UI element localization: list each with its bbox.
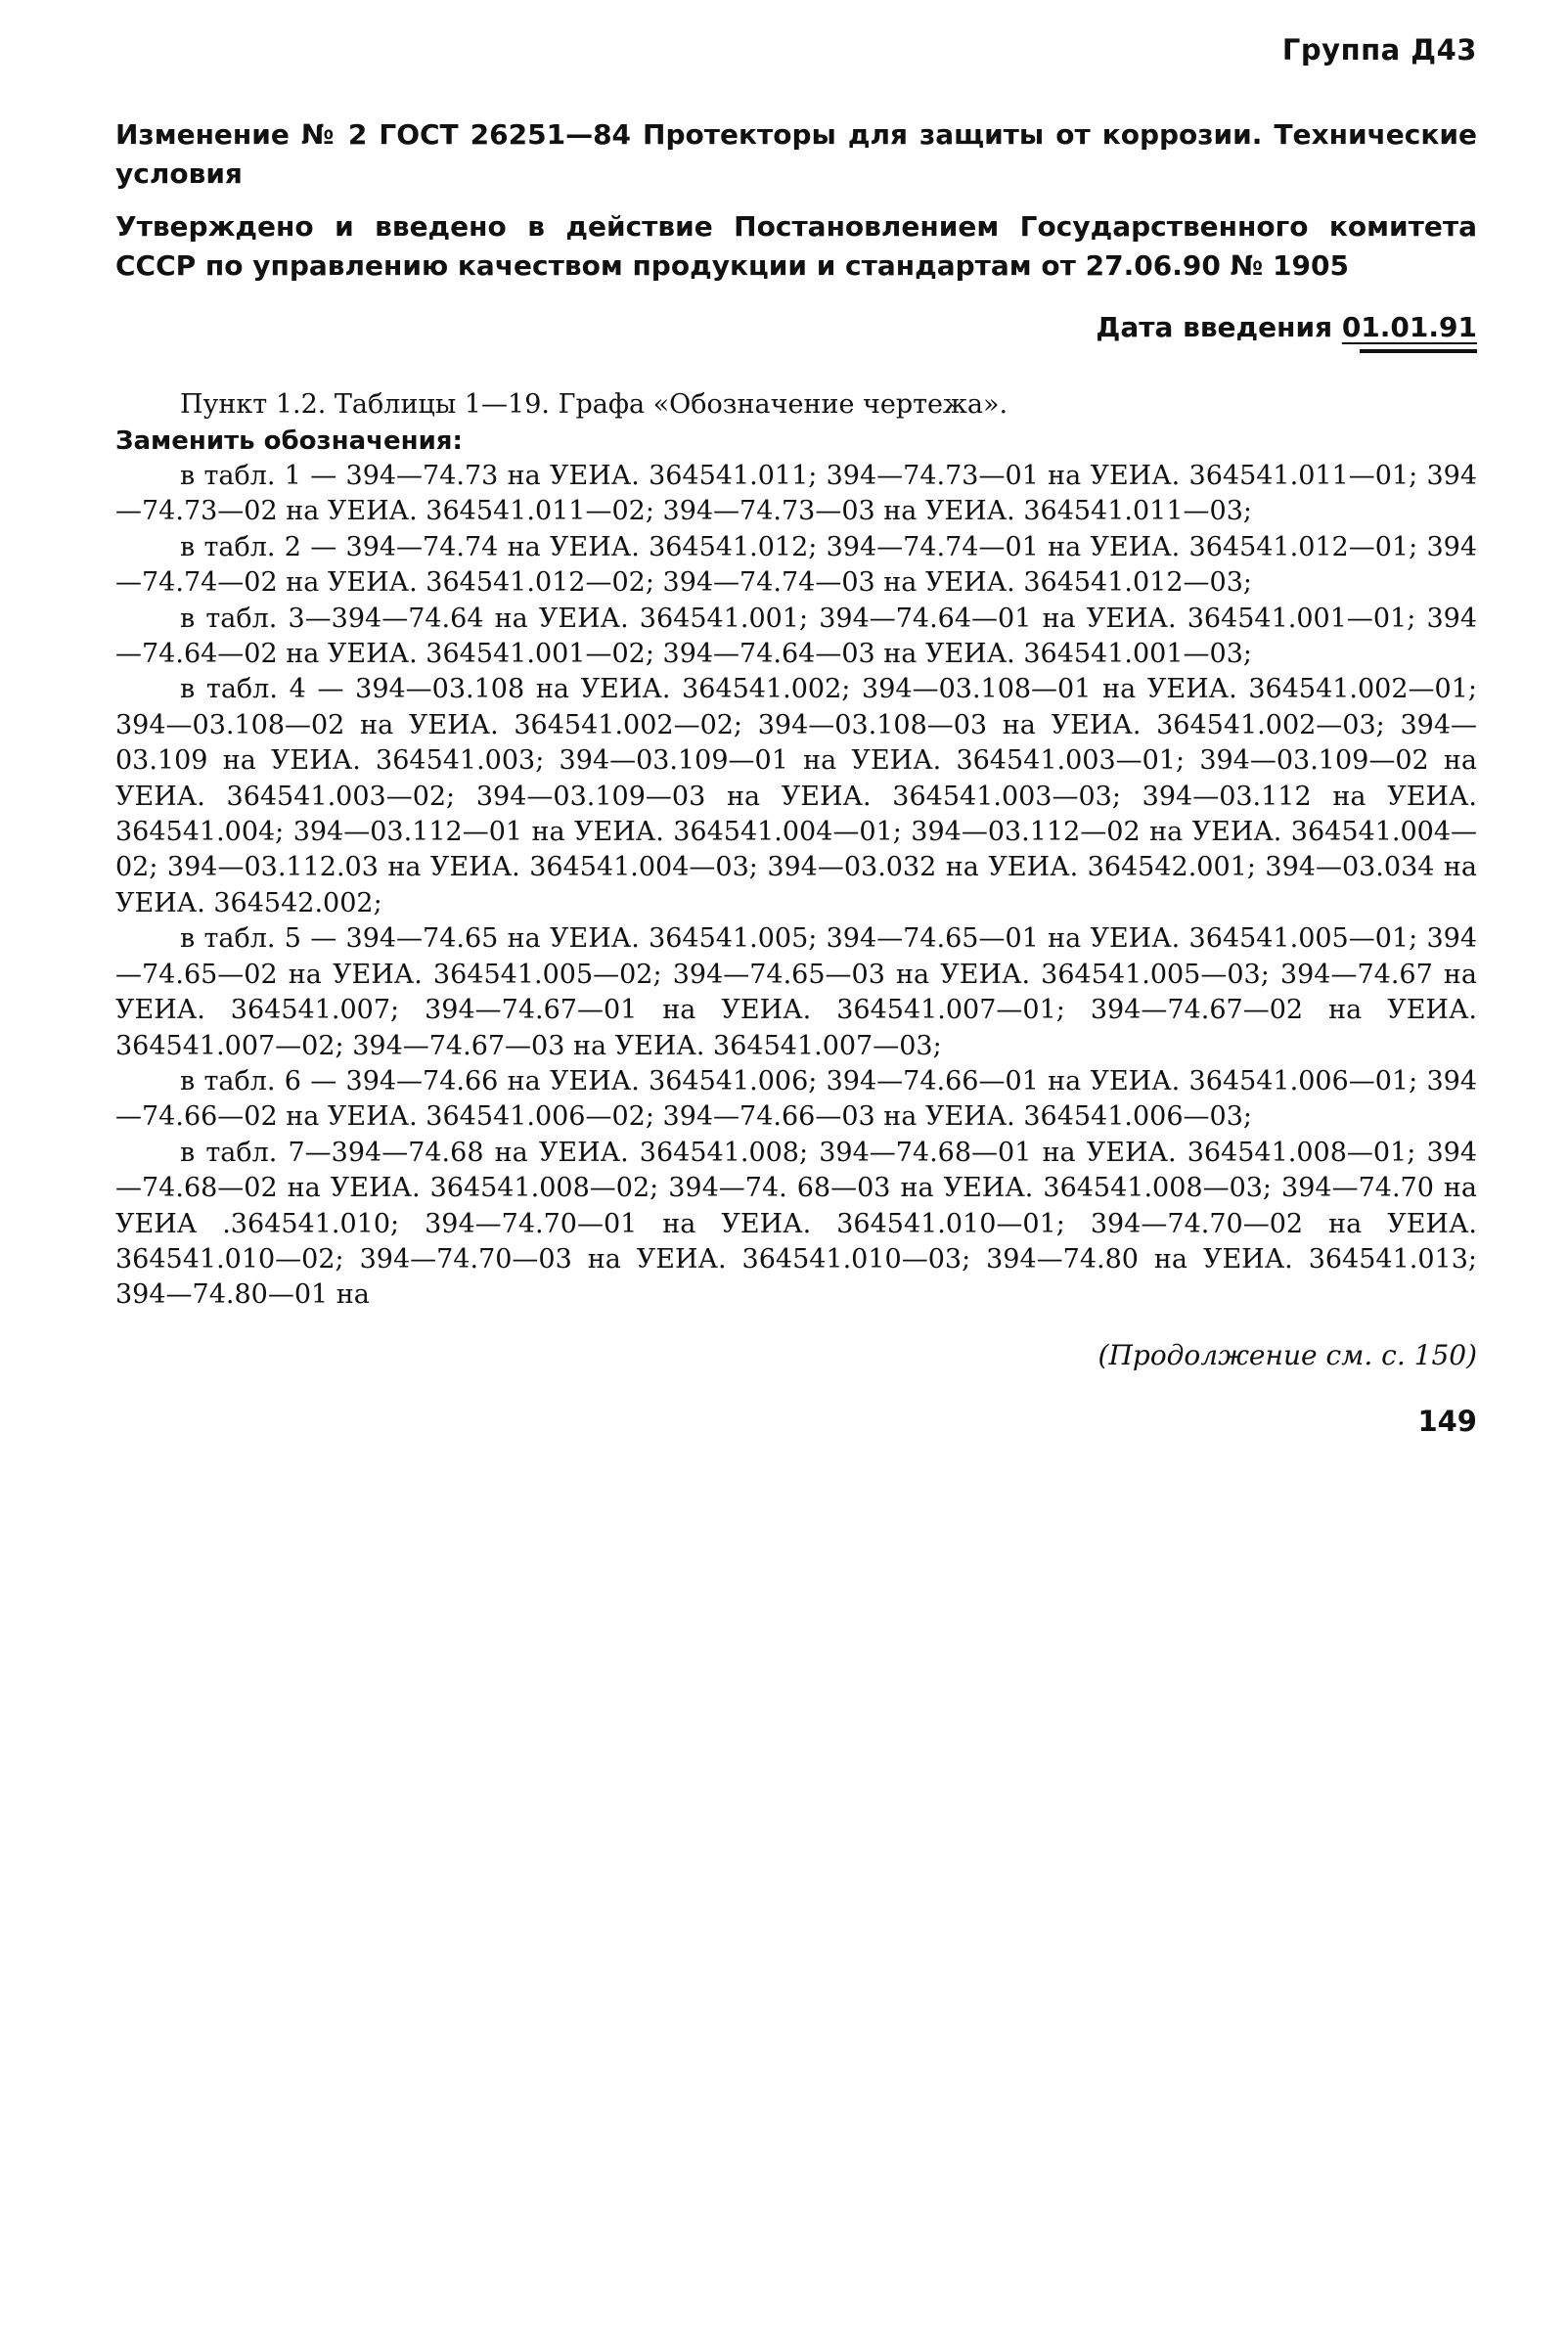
table-4-paragraph: в табл. 4 — 394—03.108 на УЕИА. 364541.002; 394—03.108—01 на УЕИА. 364541.002—01; 394—03.108—02 на УЕИА. 364541.002—02; 394—03.108—03 на УЕИА. 364541.002—03; 394—03.109 на УЕИА. 364541.003; 394—03.109—01 на УЕИА. 364541.003—01; 394—03.109—02 на УЕИА. 364541.003—02; 394—03.109—03 на УЕИА. 364541.003—03; 394—03.112 на УЕИА. 364541.004; 394—03.112—01 на УЕИА. 364541.004—01; 394—03.112—02 на УЕИА. 364541.004—02; 394—03.112.03 на УЕИА. 364541.004—03; 394—03.032 на УЕИА. 364542.001; 394—03.034 на УЕИА. 364542.002; <box>115 674 1477 918</box>
table-5-paragraph: в табл. 5 — 394—74.65 на УЕИА. 364541.005; 394—74.65—01 на УЕИА. 364541.005—01; 394—74.65—02 на УЕИА. 364541.005—02; 394—74.65—03 на УЕИА. 364541.005—03; 394—74.67 на УЕИА. 364541.007; 394—74.67—01 на УЕИА. 364541.007—01; 394—74.67—02 на УЕИА. 364541.007—02; 394—74.67—03 на УЕИА. 364541.007—03; <box>115 923 1477 1061</box>
clause-heading: Пункт 1.2. Таблицы 1—19. Графа «Обозначение чертежа». <box>180 389 1008 420</box>
effective-date-label: Дата введения <box>1096 311 1342 343</box>
effective-date-value: 01.01.91 <box>1341 311 1477 343</box>
continuation-note: (Продолжение см. с. 150) <box>1098 1338 1477 1371</box>
date-rule <box>1360 349 1477 353</box>
table-6-paragraph: в табл. 6 — 394—74.66 на УЕИА. 364541.006; 394—74.66—01 на УЕИА. 364541.006—01; 394—74.66—02 на УЕИА. 364541.006—02; 394—74.66—03 на УЕИА. 364541.006—03; <box>115 1065 1477 1133</box>
page-number: 149 <box>1417 1404 1477 1438</box>
effective-date-line <box>115 311 1477 353</box>
approval-statement: Утверждено и введено в действие Постановлением Государственного комитета СССР по управлению качеством продукции и стандартам от 27.06.90 № 1905 <box>115 210 1477 282</box>
change-title: Изменение № 2 ГОСТ 26251—84 Протекторы для защиты от коррозии. Технические условия <box>115 118 1477 190</box>
document-page <box>115 20 1477 1438</box>
table-2-paragraph: в табл. 2 — 394—74.74 на УЕИА. 364541.012; 394—74.74—01 на УЕИА. 364541.012—01; 394—74.74—02 на УЕИА. 364541.012—02; 394—74.74—03 на УЕИА. 364541.012—03; <box>115 531 1477 599</box>
table-1-paragraph: в табл. 1 — 394—74.73 на УЕИА. 364541.011; 394—74.73—01 на УЕИА. 364541.011—01; 394—74.73—02 на УЕИА. 364541.011—02; 394—74.73—03 на УЕИА. 364541.011—03; <box>115 461 1477 527</box>
table-7-paragraph: в табл. 7—394—74.68 на УЕИА. 364541.008; 394—74.68—01 на УЕИА. 364541.008—01; 394—74.68—02 на УЕИА. 364541.008—02; 394—74. 68—03 на УЕИА. 364541.008—03; 394—74.70 на УЕИА .364541.010; 394—74.70—01 на УЕИА. 364541.010—01; 394—74.70—02 на УЕИА. 364541.010—02; 394—74.70—03 на УЕИА. 364541.010—03; 394—74.80 на УЕИА. 364541.013; 394—74.80—01 на <box>115 1137 1477 1311</box>
table-3-paragraph: в табл. 3—394—74.64 на УЕИА. 364541.001; 394—74.64—01 на УЕИА. 364541.001—01; 394—74.64—02 на УЕИА. 364541.001—02; 394—74.64—03 на УЕИА. 364541.001—03; <box>115 603 1477 670</box>
group-code: Группа Д43 <box>1281 33 1477 67</box>
replace-label: Заменить обозначения: <box>115 426 463 456</box>
